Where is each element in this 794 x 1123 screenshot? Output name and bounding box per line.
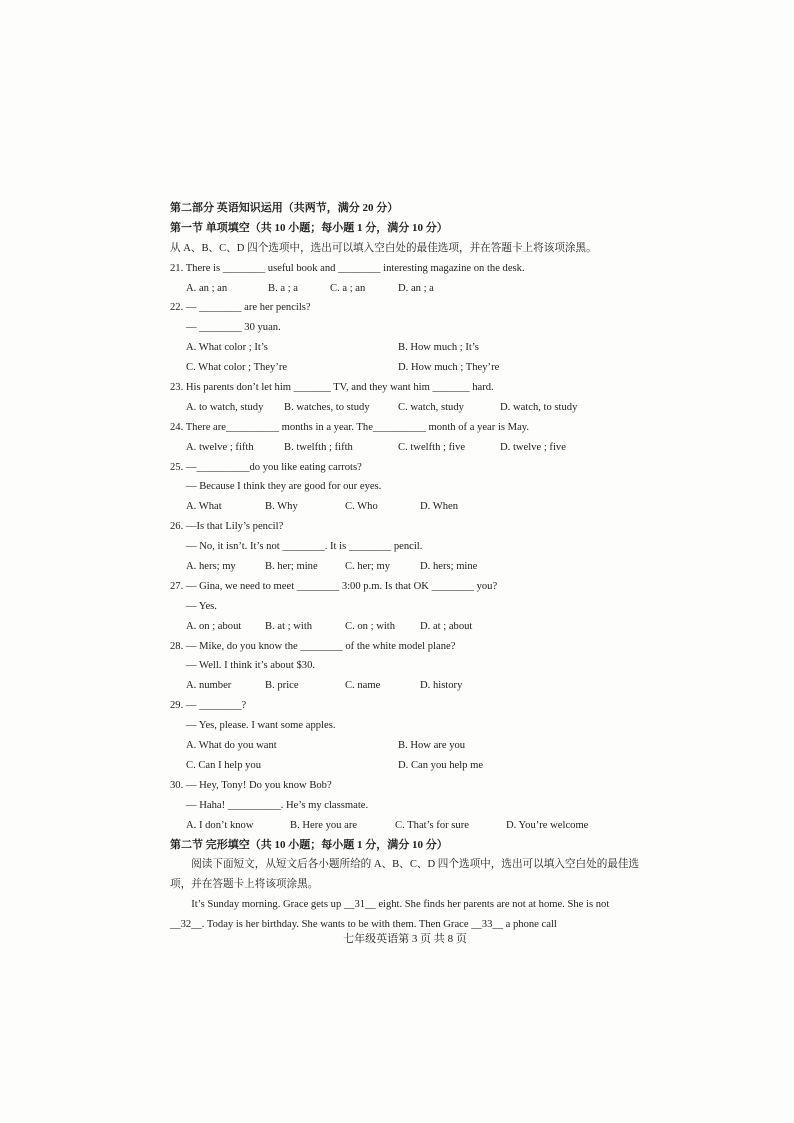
- option: C. What color ; They’re: [186, 362, 288, 374]
- question-list: [170, 259, 640, 836]
- question: [170, 776, 640, 836]
- option: D. How much ; They’re: [398, 362, 500, 374]
- option: B. a ; a: [268, 282, 299, 294]
- option: A. an ; an: [186, 282, 228, 294]
- dialogue-line: — Haha! __________. He’s my classmate.: [186, 799, 369, 811]
- option: B. her; mine: [265, 561, 318, 573]
- question: [170, 298, 640, 378]
- option: A. What: [186, 501, 222, 513]
- question-stem: 22. — ________ are her pencils?: [170, 302, 311, 314]
- cloze-passage: It’s Sunday morning. Grace gets up __31__ eight. She finds her parents are not at home. She is not __32__. Today is her birthday. She wants to be with them. Then Grace __33__ a phone call: [170, 899, 610, 931]
- dialogue-line: — Because I think they are good for our eyes.: [186, 481, 382, 493]
- option: D. Can you help me: [398, 759, 484, 771]
- option: D. watch, to study: [500, 401, 578, 413]
- exam-sheet: [170, 199, 640, 935]
- option: A. What color ; It’s: [186, 342, 268, 354]
- option: D. at ; about: [420, 620, 473, 632]
- option-row: [170, 676, 640, 696]
- question: [170, 517, 640, 577]
- option: C. her; my: [345, 561, 391, 573]
- option: C. That’s for sure: [395, 819, 469, 831]
- option: A. What do you want: [186, 740, 277, 752]
- option: A. hers; my: [186, 561, 236, 573]
- option-row: [170, 358, 640, 378]
- option: C. name: [345, 680, 381, 692]
- option-row: [170, 617, 640, 637]
- question-stem: 24. There are__________ months in a year. The__________ month of a year is May.: [170, 421, 530, 433]
- part1-title: 第一节 单项填空（共 10 小题；每小题 1 分，满分 10 分）: [170, 221, 448, 234]
- option: C. Who: [345, 501, 378, 513]
- option: D. hers; mine: [420, 561, 478, 573]
- option: B. Here you are: [290, 819, 358, 831]
- option: C. watch, study: [398, 401, 464, 413]
- page-footer: 七年级英语第 3 页 共 8 页: [343, 933, 467, 945]
- option-row: [170, 438, 640, 458]
- option-row: [170, 736, 640, 756]
- part2-instructions: 阅读下面短文，从短文后各小题所给的 A、B、C、D 四个选项中，选出可以填入空白处的最佳选项，并在答题卡上将该项涂黑。: [170, 859, 640, 891]
- dialogue-line: — Yes.: [186, 600, 217, 612]
- question: [170, 418, 640, 458]
- option-row: [170, 756, 640, 776]
- option: A. on ; about: [186, 620, 242, 632]
- question-stem: 29. — ________?: [170, 700, 247, 712]
- option: B. How are you: [398, 740, 466, 752]
- option: B. twelfth ; fifth: [284, 441, 353, 453]
- option: B. Why: [265, 501, 298, 513]
- dialogue-line: — ________ 30 yuan.: [186, 322, 281, 334]
- option: D. You’re welcome: [506, 819, 589, 831]
- question-stem: 28. — Mike, do you know the ________ of the white model plane?: [170, 640, 456, 652]
- option: D. an ; a: [398, 282, 434, 294]
- part1-instructions: 从 A、B、C、D 四个选项中，选出可以填入空白处的最佳选项，并在答题卡上将该项涂黑。: [170, 242, 597, 254]
- option: C. on ; with: [345, 620, 396, 632]
- dialogue-line: — Yes, please. I want some apples.: [186, 720, 336, 732]
- question: [170, 696, 640, 776]
- question-stem: 27. — Gina, we need to meet ________ 3:00 p.m. Is that OK ________ you?: [170, 580, 498, 592]
- question-stem: 23. His parents don’t let him _______ TV, and they want him _______ hard.: [170, 382, 494, 394]
- question: [170, 458, 640, 518]
- option: B. watches, to study: [284, 401, 370, 413]
- question-stem: 21. There is ________ useful book and ________ interesting magazine on the desk.: [170, 262, 525, 274]
- option: A. twelve ; fifth: [186, 441, 254, 453]
- question-stem: 25. —__________do you like eating carrots?: [170, 461, 362, 473]
- dialogue-line: — No, it isn’t. It’s not ________. It is ________ pencil.: [186, 541, 423, 553]
- question: [170, 259, 640, 299]
- option: B. at ; with: [265, 620, 313, 632]
- question: [170, 637, 640, 697]
- option: A. I don’t know: [186, 819, 254, 831]
- section2-title: 第二部分 英语知识运用（共两节，满分 20 分）: [170, 202, 399, 214]
- option-row: [170, 279, 640, 299]
- option: B. price: [265, 680, 299, 692]
- option: B. How much ; It’s: [398, 342, 479, 354]
- part2-title: 第二节 完形填空（共 10 小题；每小题 1 分，满分 10 分）: [170, 838, 448, 851]
- question-stem: 26. —Is that Lily’s pencil?: [170, 521, 284, 533]
- option-row: [170, 497, 640, 517]
- option: D. history: [420, 680, 463, 692]
- dialogue-line: — Well. I think it’s about $30.: [186, 660, 316, 672]
- option: D. twelve ; five: [500, 441, 566, 453]
- option-row: [170, 338, 640, 358]
- option: C. Can I help you: [186, 759, 262, 771]
- option: C. a ; an: [330, 282, 366, 294]
- option-row: [170, 557, 640, 577]
- option: A. number: [186, 680, 232, 692]
- option-row: [170, 398, 640, 418]
- option: D. When: [420, 501, 459, 513]
- question-stem: 30. — Hey, Tony! Do you know Bob?: [170, 779, 332, 791]
- option: C. twelfth ; five: [398, 441, 466, 453]
- question: [170, 577, 640, 637]
- option: A. to watch, study: [186, 401, 264, 413]
- option-row: [170, 816, 640, 836]
- question: [170, 378, 640, 418]
